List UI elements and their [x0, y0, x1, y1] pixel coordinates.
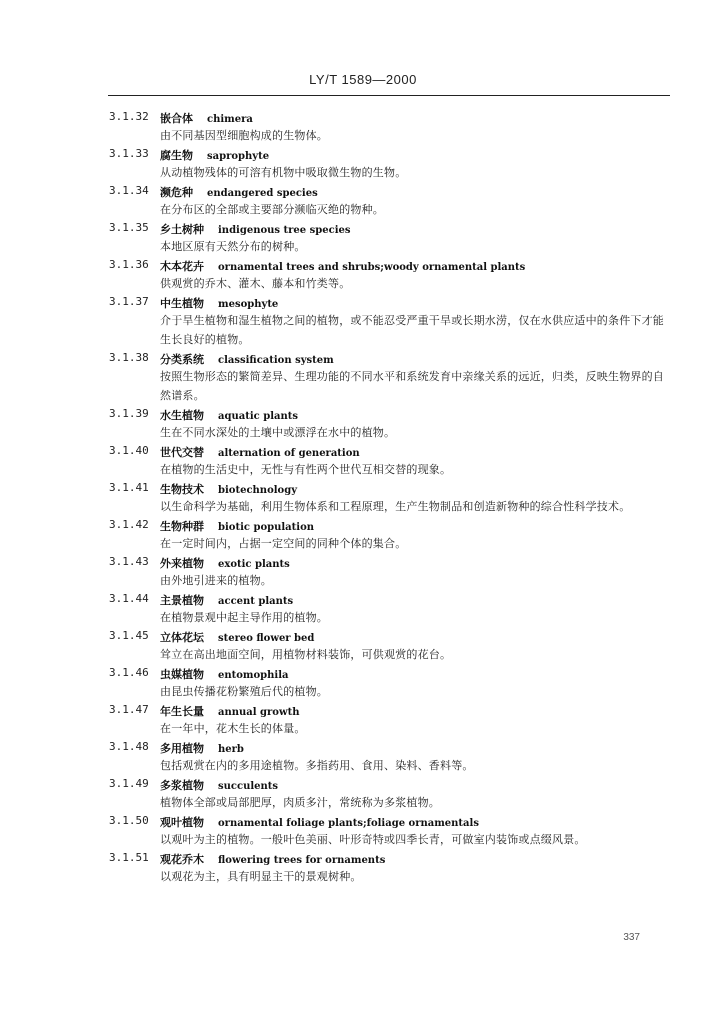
term-definition: 按照生物形态的繁简差异、生理功能的不同水平和系统发育中亲缘关系的远近，归类，反映生物界的自然谱系。 — [160, 370, 664, 402]
term-heading — [160, 553, 674, 571]
term-english: stereo flower bed — [218, 633, 315, 644]
term-english: entomophila — [218, 670, 289, 681]
term-list — [0, 108, 726, 886]
term-chinese: 主景植物 — [160, 594, 204, 607]
term-definition: 以生命科学为基础，利用生物体系和工程原理，生产生物制品和创造新物种的综合性科学技术。 — [160, 500, 631, 513]
term-english: accent plants — [218, 596, 294, 607]
term-entry — [0, 293, 726, 349]
term-number: 3.1.39 — [109, 407, 149, 420]
term-definition: 以观叶为主的植物。一般叶色美丽、叶形奇特或四季长青，可做室内装饰或点缀风景。 — [160, 833, 586, 846]
term-chinese: 年生长量 — [160, 705, 204, 718]
term-heading — [160, 182, 674, 200]
term-heading — [160, 516, 674, 534]
term-english: endangered species — [207, 188, 318, 199]
term-chinese: 嵌合体 — [160, 112, 193, 125]
page-number: 337 — [623, 932, 640, 943]
term-english: classification system — [218, 355, 334, 366]
term-english: succulents — [218, 781, 279, 792]
term-number: 3.1.34 — [109, 184, 149, 197]
term-chinese: 外来植物 — [160, 557, 204, 570]
term-number: 3.1.49 — [109, 777, 149, 790]
term-entry — [0, 182, 726, 219]
term-entry — [0, 590, 726, 627]
term-heading — [160, 590, 674, 608]
term-entry — [0, 664, 726, 701]
term-entry — [0, 219, 726, 256]
term-definition: 以观花为主，具有明显主干的景观树种。 — [160, 870, 362, 883]
term-english: ornamental foliage plants;foliage ornamentals — [218, 818, 479, 829]
term-definition: 由不同基因型细胞构成的生物体。 — [160, 129, 328, 142]
term-definition: 由外地引进来的植物。 — [160, 574, 272, 587]
term-entry — [0, 738, 726, 775]
term-number: 3.1.45 — [109, 629, 149, 642]
term-english: biotechnology — [218, 485, 298, 496]
term-definition: 生在不同水深处的土壤中或漂浮在水中的植物。 — [160, 426, 396, 439]
term-number: 3.1.37 — [109, 295, 149, 308]
term-number: 3.1.32 — [109, 110, 149, 123]
term-chinese: 多浆植物 — [160, 779, 204, 792]
term-definition: 在一定时间内，占据一定空间的同种个体的集合。 — [160, 537, 407, 550]
term-chinese: 生物种群 — [160, 520, 204, 533]
term-chinese: 立体花坛 — [160, 631, 204, 644]
term-chinese: 中生植物 — [160, 297, 204, 310]
term-entry — [0, 553, 726, 590]
term-definition: 在一年中，花木生长的体量。 — [160, 722, 306, 735]
term-english: alternation of generation — [218, 448, 360, 459]
term-chinese: 濒危种 — [160, 186, 193, 199]
term-definition: 在植物的生活史中，无性与有性两个世代互相交替的现象。 — [160, 463, 452, 476]
term-entry — [0, 479, 726, 516]
term-number: 3.1.33 — [109, 147, 149, 160]
document-header: LY/T 1589—2000 — [309, 72, 417, 87]
term-definition: 供观赏的乔木、灌木、藤本和竹类等。 — [160, 277, 351, 290]
header-divider — [108, 95, 670, 96]
term-english: biotic population — [218, 522, 315, 533]
term-number: 3.1.41 — [109, 481, 149, 494]
term-entry — [0, 812, 726, 849]
term-number: 3.1.46 — [109, 666, 149, 679]
term-chinese: 木本花卉 — [160, 260, 204, 273]
term-definition: 从动植物残体的可溶有机物中吸取微生物的生物。 — [160, 166, 407, 179]
term-heading — [160, 405, 674, 423]
term-definition: 本地区原有天然分布的树种。 — [160, 240, 306, 253]
term-number: 3.1.51 — [109, 851, 149, 864]
term-entry — [0, 442, 726, 479]
term-english: saprophyte — [207, 151, 270, 162]
term-heading — [160, 442, 674, 460]
term-heading — [160, 738, 674, 756]
term-chinese: 观叶植物 — [160, 816, 204, 829]
term-number: 3.1.48 — [109, 740, 149, 753]
term-number: 3.1.40 — [109, 444, 149, 457]
term-english: exotic plants — [218, 559, 290, 570]
term-number: 3.1.38 — [109, 351, 149, 364]
term-entry — [0, 349, 726, 405]
term-definition: 植物体全部或局部肥厚，肉质多汁，常统称为多浆植物。 — [160, 796, 440, 809]
term-entry — [0, 516, 726, 553]
term-heading — [160, 108, 674, 126]
term-number: 3.1.35 — [109, 221, 149, 234]
term-heading — [160, 293, 674, 311]
term-heading — [160, 849, 674, 867]
term-number: 3.1.36 — [109, 258, 149, 271]
term-entry — [0, 627, 726, 664]
term-english: chimera — [207, 114, 253, 125]
term-chinese: 分类系统 — [160, 353, 204, 366]
term-heading — [160, 701, 674, 719]
term-definition: 在植物景观中起主导作用的植物。 — [160, 611, 328, 624]
term-definition: 由昆虫传播花粉繁殖后代的植物。 — [160, 685, 328, 698]
term-entry — [0, 849, 726, 886]
term-heading — [160, 664, 674, 682]
term-chinese: 观花乔木 — [160, 853, 204, 866]
term-english: annual growth — [218, 707, 300, 718]
term-heading — [160, 812, 674, 830]
term-definition: 耸立在高出地面空间，用植物材料装饰，可供观赏的花台。 — [160, 648, 452, 661]
term-entry — [0, 108, 726, 145]
term-entry — [0, 256, 726, 293]
term-english: flowering trees for ornaments — [218, 855, 386, 866]
term-english: mesophyte — [218, 299, 279, 310]
term-chinese: 生物技术 — [160, 483, 204, 496]
term-entry — [0, 145, 726, 182]
term-entry — [0, 775, 726, 812]
term-english: aquatic plants — [218, 411, 298, 422]
term-chinese: 腐生物 — [160, 149, 193, 162]
term-entry — [0, 405, 726, 442]
term-heading — [160, 219, 674, 237]
term-chinese: 虫媒植物 — [160, 668, 204, 681]
term-definition: 包括观赏在内的多用途植物。多指药用、食用、染料、香料等。 — [160, 759, 474, 772]
term-definition: 介于旱生植物和湿生植物之间的植物，或不能忍受严重干旱或长期水涝，仅在水供应适中的条件下才能生长良好的植物。 — [160, 314, 664, 346]
term-chinese: 世代交替 — [160, 446, 204, 459]
term-chinese: 多用植物 — [160, 742, 204, 755]
term-number: 3.1.50 — [109, 814, 149, 827]
term-heading — [160, 627, 674, 645]
term-heading — [160, 349, 674, 367]
term-english: ornamental trees and shrubs;woody ornamental plants — [218, 262, 526, 273]
term-heading — [160, 775, 674, 793]
term-number: 3.1.44 — [109, 592, 149, 605]
term-number: 3.1.47 — [109, 703, 149, 716]
term-definition: 在分布区的全部或主要部分濒临灭绝的物种。 — [160, 203, 384, 216]
term-heading — [160, 256, 674, 274]
term-chinese: 水生植物 — [160, 409, 204, 422]
term-number: 3.1.43 — [109, 555, 149, 568]
term-heading — [160, 479, 674, 497]
term-english: herb — [218, 744, 244, 755]
term-english: indigenous tree species — [218, 225, 351, 236]
term-heading — [160, 145, 674, 163]
term-entry — [0, 701, 726, 738]
term-chinese: 乡土树种 — [160, 223, 204, 236]
term-number: 3.1.42 — [109, 518, 149, 531]
